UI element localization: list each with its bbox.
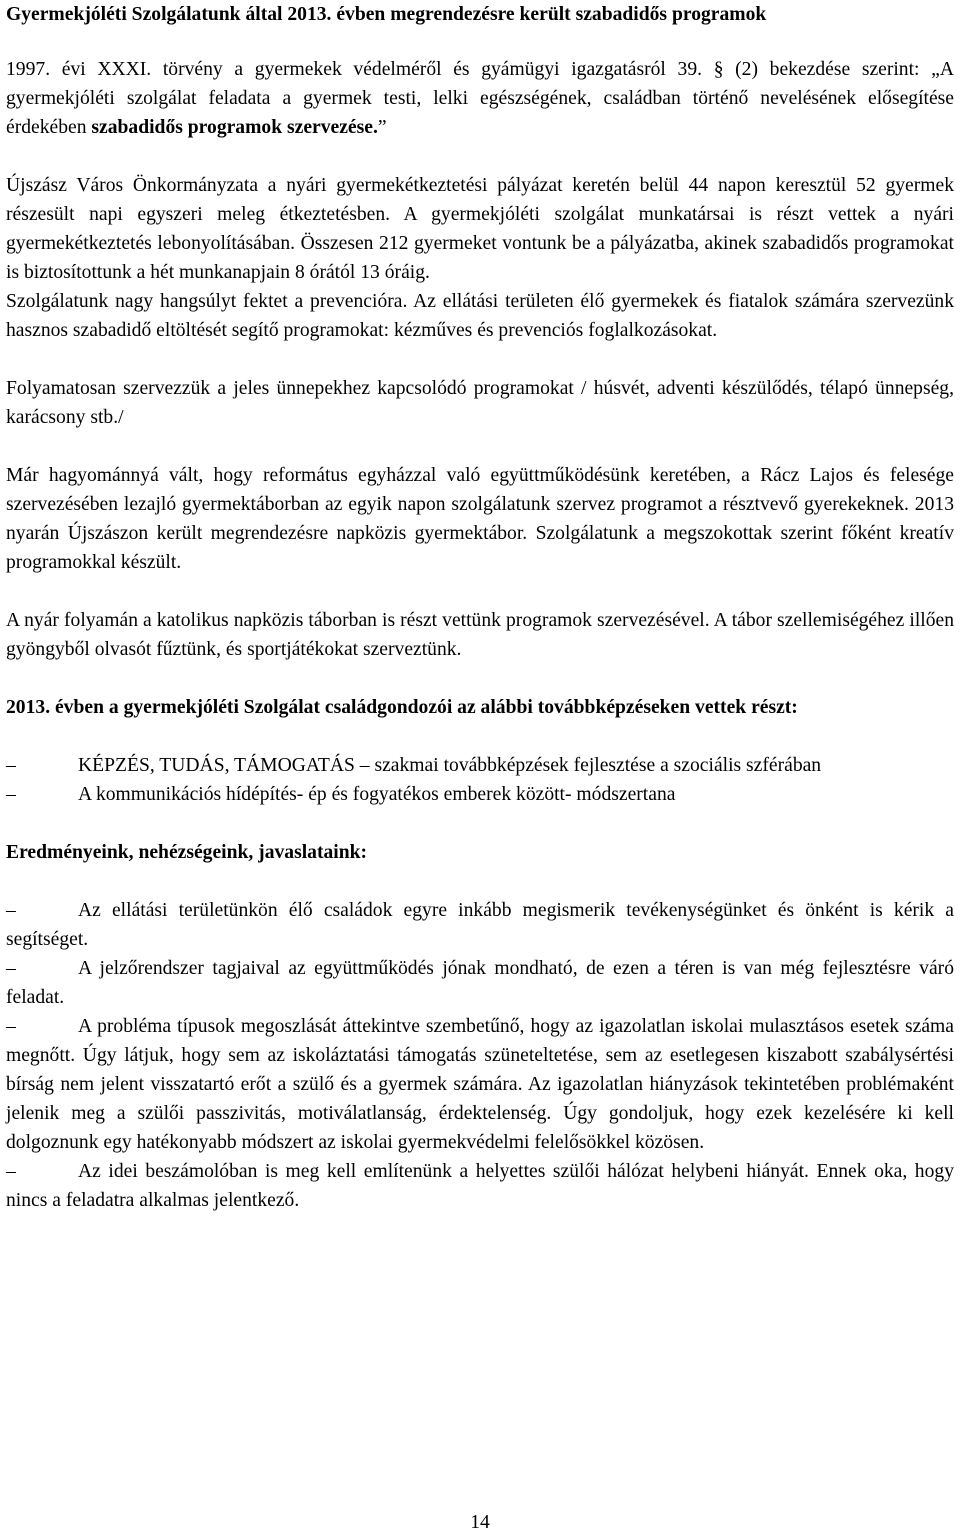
dash-bullet: –	[6, 1016, 16, 1037]
prevention-paragraph: Szolgálatunk nagy hangsúlyt fektet a prevencióra. Az ellátási területen élő gyermekek és fiatalok számára szervezünk hasznos szabadidő eltöltését segítő programokat: kézműves és prevenciós foglalkozásokat.	[6, 291, 954, 341]
results-item	[6, 1012, 954, 1157]
law-reference-paragraph	[6, 55, 954, 142]
results-heading: Eredményeink, nehézségeink, javaslataink:	[6, 842, 368, 863]
results-item	[6, 896, 954, 954]
results-item-text: A probléma típusok megoszlását áttekintve szembetűnő, hogy az igazolatlan iskolai mulasztásos esetek száma megnőtt. Úgy látjuk, hogy sem az iskoláztatási támogatás szüneteltetése, sem az esetlegesen kiszabott szabálysértési bírság nem jelent visszatartó erőt a szülő és a gyermek számára. Az igazolatlan hiányzások tekintetében problémaként jelenik meg a szülői passzivitás, motiválatlanság, érdektelenség. Úgy gondoljuk, hogy ezek kezelésére ki kell dolgoznunk egy hatékonyabb módszert az iskolai gyermekvédelmi felelősökkel közösen.	[6, 1016, 954, 1153]
document-page	[6, 0, 954, 1215]
training-heading: 2013. évben a gyermekjóléti Szolgálat családgondozói az alábbi továbbképzéseken vettek részt:	[6, 697, 798, 718]
holiday-programs-paragraph: Folyamatosan szervezzük a jeles ünnepekhez kapcsolódó programokat / húsvét, adventi készülődés, télapó ünnepség, karácsony stb./	[6, 378, 954, 428]
law-text-b: (2) bekezdése szerint: „A gyermekjóléti szolgálat feladata a gyermek testi, lelki egészségének, családban történő nevelésének elősegítése érdekében	[6, 59, 954, 138]
training-item-text: KÉPZÉS, TUDÁS, TÁMOGATÁS – szakmai továbbképzések fejlesztése a szociális szférában	[78, 755, 822, 776]
results-item	[6, 954, 954, 1012]
section-sign: §	[713, 59, 724, 80]
dash-bullet: –	[6, 958, 16, 979]
dash-bullet: –	[6, 900, 16, 921]
results-item-text: Az ellátási területünkön élő családok egyre inkább megismerik tevékenységünket és önként is kérik a segítséget.	[6, 900, 954, 950]
law-text-bold: szabadidős programok szervezése.	[91, 117, 378, 138]
catholic-camp-paragraph: A nyár folyamán a katolikus napközis táborban is részt vettünk programok szervezésével. A tábor szellemiségéhez illően gyöngyből olvasót fűztünk, és sportjátékokat szerveztünk.	[6, 610, 954, 660]
results-item-text: A jelzőrendszer tagjaival az együttműködés jónak mondható, de ezen a téren is van még fejlesztésre váró feladat.	[6, 958, 954, 1008]
dash-bullet: –	[6, 784, 16, 805]
results-item	[6, 1157, 954, 1215]
dash-bullet: –	[6, 755, 16, 776]
law-text-a: 1997. évi XXXI. törvény a gyermekek védelméről és gyámügyi igazgatásról 39.	[6, 59, 703, 80]
camp-paragraph: Már hagyománnyá vált, hogy református egyházzal való együttműködésünk keretében, a Rácz Lajos és felesége szervezésében lezajló gyermektáborban az egyik napon szolgálatunk szervez programot a résztvevő gyerekeknek. 2013 nyarán Újszászon került megrendezésre napközis gyermektábor. Szolgálatunk a megszokottak szerint főként kreatív programokkal készült.	[6, 465, 954, 573]
training-item-text: A kommunikációs hídépítés- ép és fogyatékos emberek között- módszertana	[78, 784, 676, 805]
results-item-text: Az idei beszámolóban is meg kell említenünk a helyettes szülői hálózat helybeni hiányát. Ennek oka, hogy nincs a feladatra alkalmas jelentkező.	[6, 1161, 954, 1211]
training-item	[6, 780, 954, 809]
law-text-end: ”	[377, 117, 387, 138]
page-number: 14	[470, 1512, 490, 1533]
section-title: Gyermekjóléti Szolgálatunk által 2013. évben megrendezésre került szabadidős programok	[6, 4, 767, 25]
meal-program-paragraph: Újszász Város Önkormányzata a nyári gyermekétkeztetési pályázat keretén belül 44 napon keresztül 52 gyermek részesült napi egyszeri meleg étkeztetésben. A gyermekjóléti szolgálat munkatársai is részt vettek a nyári gyermekétkeztetés lebonyolításában. Összesen 212 gyermeket vontunk be a pályázatba, akinek szabadidős programokat is biztosítottunk a hét munkanapjain 8 órától 13 óráig.	[6, 175, 954, 283]
training-item	[6, 751, 954, 780]
dash-bullet: –	[6, 1161, 16, 1182]
